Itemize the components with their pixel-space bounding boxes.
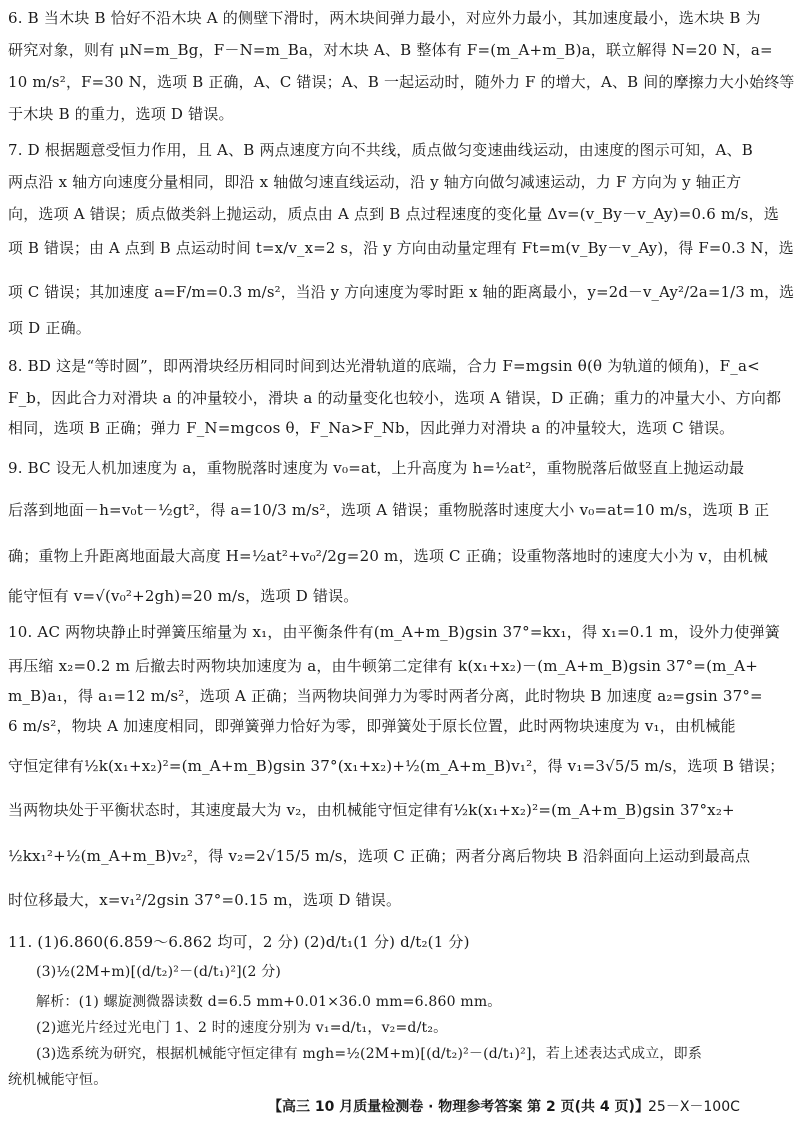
text-line-q10-1: 10. AC 两物块静止时弹簧压缩量为 x₁，由平衡条件有(m_A+m_B)gsin 37°=kx₁，得 x₁=0.1 m，设外力使弹簧: [8, 623, 781, 641]
footer-title: 【高三 10 月质量检测卷 · 物理参考答案 第 2 页(共 4 页)】: [268, 1099, 649, 1115]
text-line-q7-4: 项 B 错误；由 A 点到 B 点运动时间 t=x/v_x=2 s，沿 y 方向由动量定理有 Ft=m(v_By－v_Ay)，得 F=0.3 N，选: [8, 239, 794, 257]
text-line-q6-2: 研究对象，则有 μN=m_Bg，F－N=m_Ba，对木块 A、B 整体有 F=(m_A+m_B)a，联立解得 N=20 N，a=: [8, 41, 773, 59]
text-line-q7-2: 两点沿 x 轴方向速度分量相同，即沿 x 轴做匀速直线运动，沿 y 轴方向做匀减速运动，力 F 方向为 y 轴正方: [8, 173, 742, 191]
text-line-q9-3: 确；重物上升距离地面最大高度 H=½at²+v₀²/2g=20 m，选项 C 正确；设重物落地时的速度大小为 v，由机械: [8, 547, 769, 565]
text-line-q11-4: (2)遮光片经过光电门 1、2 时的速度分别为 v₁=d/t₁，v₂=d/t₂。: [36, 1020, 448, 1036]
text-line-q7-6: 项 D 正确。: [8, 319, 91, 337]
footer-code: 25－X－100C: [648, 1099, 740, 1115]
text-line-q10-4: 6 m/s²，物块 A 加速度相同，即弹簧弹力恰好为零，即弹簧处于原长位置，此时两物块速度为 v₁，由机械能: [8, 717, 736, 735]
text-line-q10-3: m_B)a₁，得 a₁=12 m/s²，选项 A 正确；当两物块间弹力为零时两者分离，此时物块 B 加速度 a₂=gsin 37°=: [8, 687, 763, 705]
text-line-q7-3: 向，选项 A 错误；质点做类斜上抛运动，质点由 A 点到 B 点过程速度的变化量 Δv=(v_By－v_Ay)=0.6 m/s，选: [8, 205, 779, 223]
text-line-q8-2: F_b，因此合力对滑块 a 的冲量较小，滑块 a 的动量变化也较小，选项 A 错误，D 正确；重力的冲量大小、方向都: [8, 389, 782, 407]
text-line-q7-1: 7. D 根据题意受恒力作用，且 A、B 两点速度方向不共线，质点做匀变速曲线运动，由速度的图示可知，A、B: [8, 141, 753, 159]
text-line-q11-5: (3)选系统为研究，根据机械能守恒定律有 mgh=½(2M+m)[(d/t₂)²－(d/t₁)²]，若上述表达式成立，即系: [36, 1046, 703, 1062]
text-line-q9-4: 能守恒有 v=√(v₀²+2gh)=20 m/s，选项 D 错误。: [8, 587, 359, 605]
text-line-q6-3: 10 m/s²，F=30 N，选项 B 正确，A、C 错误；A、B 一起运动时，随外力 F 的增大，A、B 间的摩擦力大小始终等: [8, 73, 795, 91]
text-line-q7-5: 项 C 错误；其加速度 a=F/m=0.3 m/s²，当沿 y 方向速度为零时距 x 轴的距离最小，y=2d－v_Ay²/2a=1/3 m，选: [8, 283, 795, 301]
page-footer: [0, 1096, 800, 1120]
text-line-q11-6: 统机械能守恒。: [8, 1072, 108, 1088]
text-line-q11-2: (3)½(2M+m)[(d/t₂)²－(d/t₁)²](2 分): [36, 964, 282, 980]
text-line-q10-8: 时位移最大，x=v₁²/2gsin 37°=0.15 m，选项 D 错误。: [8, 891, 402, 909]
text-line-q10-2: 再压缩 x₂=0.2 m 后撤去时两物块加速度为 a，由牛顿第二定律有 k(x₁+x₂)－(m_A+m_B)gsin 37°=(m_A+: [8, 657, 759, 675]
text-line-q8-3: 相同，选项 B 正确；弹力 F_N=mgcos θ，F_Na>F_Nb，因此弹力对滑块 a 的冲量较大，选项 C 错误。: [8, 419, 735, 437]
text-line-q10-5: 守恒定律有½k(x₁+x₂)²=(m_A+m_B)gsin 37°(x₁+x₂)+½(m_A+m_B)v₁²，得 v₁=3√5/5 m/s，选项 B 错误；: [8, 757, 785, 775]
text-line-q11-1: 11. (1)6.860(6.859～6.862 均可，2 分) (2)d/t₁(1 分) d/t₂(1 分): [8, 933, 470, 951]
text-line-q10-6: 当两物块处于平衡状态时，其速度最大为 v₂，由机械能守恒定律有½k(x₁+x₂)²=(m_A+m_B)gsin 37°x₂+: [8, 801, 735, 819]
text-line-q9-1: 9. BC 设无人机加速度为 a，重物脱落时速度为 v₀=at，上升高度为 h=½at²，重物脱落后做竖直上抛运动最: [8, 459, 745, 477]
text-line-q11-3: 解析：(1) 螺旋测微器读数 d=6.5 mm+0.01×36.0 mm=6.860 mm。: [36, 994, 502, 1010]
text-line-q6-4: 于木块 B 的重力，选项 D 错误。: [8, 105, 234, 123]
text-line-q9-2: 后落到地面－h=v₀t－½gt²，得 a=10/3 m/s²，选项 A 错误；重物脱落时速度大小 v₀=at=10 m/s，选项 B 正: [8, 501, 770, 519]
text-line-q6-1: 6. B 当木块 B 恰好不沿木块 A 的侧壁下滑时，两木块间弹力最小，对应外力最小，其加速度最小，选木块 B 为: [8, 9, 761, 27]
text-line-q8-1: 8. BD 这是“等时圆”，即两滑块经历相同时间到达光滑轨道的底端，合力 F=mgsin θ(θ 为轨道的倾角)，F_a<: [8, 357, 760, 375]
text-line-q10-7: ½kx₁²+½(m_A+m_B)v₂²，得 v₂=2√15/5 m/s，选项 C 正确；两者分离后物块 B 沿斜面向上运动到最高点: [8, 847, 751, 865]
